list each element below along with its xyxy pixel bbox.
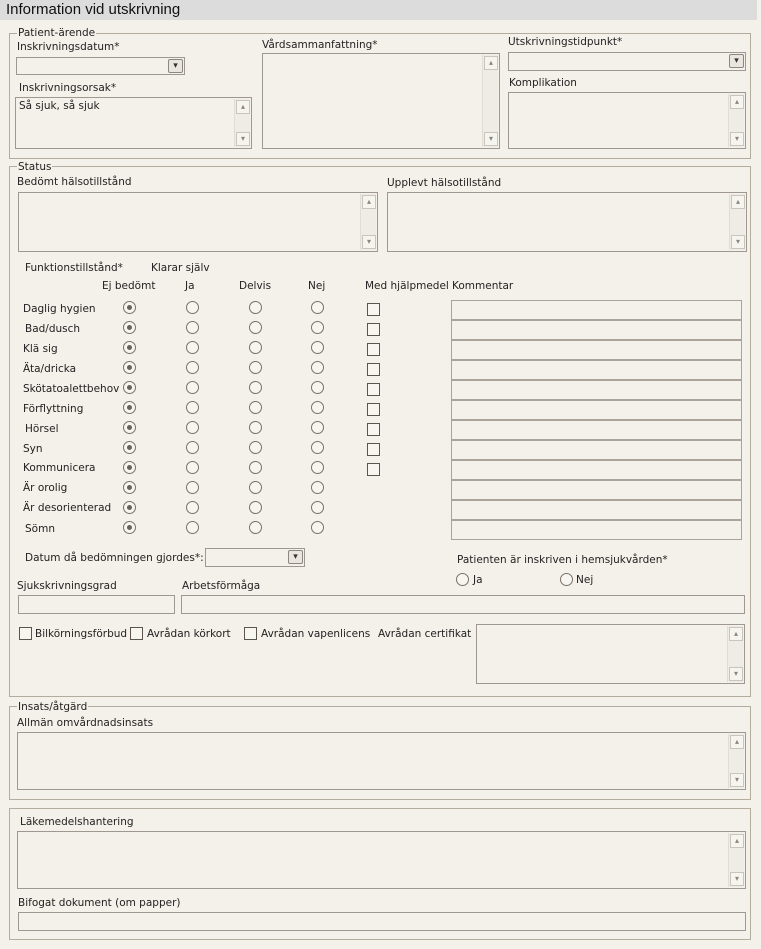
home-care-label: Patienten är inskriven i hemsjukvården* [457, 554, 668, 566]
scrollbar[interactable] [729, 194, 745, 250]
function-state-label: Funktionstillstånd* [25, 262, 123, 274]
scroll-up-icon[interactable]: ▴ [730, 735, 744, 749]
radio-partly[interactable] [249, 461, 262, 474]
comment-input[interactable] [451, 320, 742, 340]
radio-no[interactable] [311, 441, 324, 454]
radio-not-assessed[interactable] [123, 401, 136, 414]
medication-handling-textarea[interactable] [17, 831, 746, 889]
admission-reason-value: Så sjuk, så sjuk [19, 100, 100, 112]
comment-input[interactable] [451, 340, 742, 360]
col-partly-header: Delvis [239, 280, 272, 292]
radio-not-assessed[interactable] [123, 361, 136, 374]
scrollbar[interactable] [234, 99, 250, 147]
driving-ban-label: Bilkörningsförbud [35, 628, 128, 640]
comment-input[interactable] [451, 300, 742, 320]
page-title: Information vid utskrivning [0, 0, 757, 20]
radio-not-assessed[interactable] [123, 501, 136, 514]
scrollbar[interactable] [728, 734, 744, 788]
radio-no[interactable] [311, 361, 324, 374]
sick-leave-label: Sjukskrivningsgrad [17, 580, 117, 592]
func-row-label: Är desorienterad [23, 502, 112, 514]
radio-partly[interactable] [249, 501, 262, 514]
comment-input[interactable] [451, 440, 742, 460]
func-row-label: Sömn [25, 523, 55, 535]
radio-partly[interactable] [249, 421, 262, 434]
chevron-down-icon[interactable]: ▾ [288, 550, 303, 564]
complication-textarea[interactable] [508, 92, 746, 149]
func-row-label: Daglig hygien [23, 303, 96, 315]
intervention-legend: Insats/åtgärd [18, 701, 88, 713]
radio-yes[interactable] [186, 321, 199, 334]
scroll-down-icon[interactable]: ▾ [730, 872, 744, 886]
radio-no[interactable] [311, 501, 324, 514]
general-care-label: Allmän omvårdnadsinsats [17, 717, 154, 729]
radio-not-assessed[interactable] [123, 321, 136, 334]
aid-checkbox[interactable] [367, 363, 380, 376]
scrollbar[interactable] [482, 55, 498, 147]
radio-partly[interactable] [249, 441, 262, 454]
func-row-label: Kommunicera [23, 462, 96, 474]
advised-gun-license-checkbox[interactable] [244, 627, 257, 640]
attached-document-input[interactable] [18, 912, 746, 931]
comment-input[interactable] [451, 360, 742, 380]
func-row-label: Förflyttning [23, 403, 84, 415]
radio-no[interactable] [311, 381, 324, 394]
radio-no[interactable] [311, 421, 324, 434]
admission-reason-label: Inskrivningsorsak* [19, 82, 117, 94]
home-care-no-label: Nej [576, 574, 594, 586]
comment-input[interactable] [451, 500, 742, 520]
col-not-assessed-header: Ej bedömt [102, 280, 156, 292]
radio-no[interactable] [311, 321, 324, 334]
scroll-up-icon[interactable]: ▴ [731, 195, 745, 209]
radio-yes[interactable] [186, 481, 199, 494]
radio-yes[interactable] [186, 421, 199, 434]
radio-yes[interactable] [186, 441, 199, 454]
advised-gun-license-label: Avrådan vapenlicens [261, 628, 371, 640]
func-row-label: Hörsel [25, 423, 59, 435]
advised-license-checkbox[interactable] [130, 627, 143, 640]
attached-document-label: Bifogat dokument (om papper) [18, 897, 181, 909]
experienced-health-label: Upplevt hälsotillstånd [387, 177, 502, 189]
complication-label: Komplikation [509, 77, 577, 89]
radio-yes[interactable] [186, 361, 199, 374]
radio-partly[interactable] [249, 521, 262, 534]
func-row-label: Bad/dusch [25, 323, 81, 335]
radio-yes[interactable] [186, 501, 199, 514]
scroll-up-icon[interactable]: ▴ [730, 95, 744, 109]
advised-certificate-textarea[interactable] [476, 624, 745, 684]
patient-case-legend: Patient-ärende [18, 27, 96, 39]
radio-not-assessed[interactable] [123, 341, 136, 354]
radio-partly[interactable] [249, 381, 262, 394]
func-row-label: Äta/dricka [23, 363, 77, 375]
radio-partly[interactable] [249, 321, 262, 334]
radio-not-assessed[interactable] [123, 301, 136, 314]
status-legend: Status [18, 161, 52, 173]
manages-self-label: Klarar själv [151, 262, 210, 274]
aid-checkbox[interactable] [367, 323, 380, 336]
radio-yes[interactable] [186, 401, 199, 414]
assessment-date-dropdown[interactable] [205, 548, 305, 567]
medication-handling-label: Läkemedelshantering [20, 816, 134, 828]
aid-checkbox[interactable] [367, 423, 380, 436]
aid-checkbox[interactable] [367, 303, 380, 316]
scroll-down-icon[interactable]: ▾ [730, 773, 744, 787]
func-row-label: Är orolig [23, 482, 68, 494]
col-yes-header: Ja [185, 280, 195, 292]
radio-no[interactable] [311, 341, 324, 354]
scroll-down-icon[interactable]: ▾ [729, 667, 743, 681]
aid-checkbox[interactable] [367, 443, 380, 456]
radio-partly[interactable] [249, 301, 262, 314]
radio-yes[interactable] [186, 301, 199, 314]
radio-not-assessed[interactable] [123, 421, 136, 434]
scroll-down-icon[interactable]: ▾ [730, 132, 744, 146]
work-ability-label: Arbetsförmåga [182, 580, 261, 592]
func-row-label: Syn [23, 443, 43, 455]
comment-input[interactable] [451, 420, 742, 440]
scrollbar[interactable] [728, 833, 744, 887]
admission-date-label: Inskrivningsdatum* [17, 41, 120, 53]
home-care-no-radio[interactable] [560, 573, 573, 586]
aid-checkbox[interactable] [367, 383, 380, 396]
radio-not-assessed[interactable] [123, 381, 136, 394]
assessment-date-label: Datum då bedömningen gjordes*: [25, 552, 204, 564]
aid-checkbox[interactable] [367, 463, 380, 476]
radio-not-assessed[interactable] [123, 521, 136, 534]
admission-date-dropdown[interactable] [16, 57, 185, 75]
admission-reason-textarea[interactable] [15, 97, 252, 149]
care-summary-textarea[interactable] [262, 53, 500, 149]
radio-not-assessed[interactable] [123, 441, 136, 454]
scroll-down-icon[interactable]: ▾ [731, 235, 745, 249]
scroll-down-icon[interactable]: ▾ [362, 235, 376, 249]
radio-no[interactable] [311, 481, 324, 494]
chevron-down-icon[interactable]: ▾ [729, 54, 744, 68]
comment-input[interactable] [451, 520, 742, 540]
sick-leave-input[interactable] [18, 595, 175, 614]
radio-yes[interactable] [186, 461, 199, 474]
scroll-up-icon[interactable]: ▴ [362, 195, 376, 209]
advised-license-label: Avrådan körkort [147, 628, 231, 640]
radio-no[interactable] [311, 461, 324, 474]
radio-no[interactable] [311, 301, 324, 314]
comment-input[interactable] [451, 380, 742, 400]
radio-partly[interactable] [249, 481, 262, 494]
chevron-down-icon[interactable]: ▾ [168, 59, 183, 73]
func-row-label: Skötatoalettbehov [23, 383, 120, 395]
driving-ban-checkbox[interactable] [19, 627, 32, 640]
discharge-time-label: Utskrivningstidpunkt* [508, 36, 623, 48]
scroll-down-icon[interactable]: ▾ [484, 132, 498, 146]
experienced-health-textarea[interactable] [387, 192, 747, 252]
assessed-health-textarea[interactable] [18, 192, 378, 252]
home-care-yes-radio[interactable] [456, 573, 469, 586]
col-no-header: Nej [308, 280, 326, 292]
radio-partly[interactable] [249, 401, 262, 414]
scroll-up-icon[interactable]: ▴ [484, 56, 498, 70]
radio-partly[interactable] [249, 341, 262, 354]
radio-not-assessed[interactable] [123, 481, 136, 494]
func-row-label: Klä sig [23, 343, 58, 355]
aid-checkbox[interactable] [367, 343, 380, 356]
radio-not-assessed[interactable] [123, 461, 136, 474]
scrollbar[interactable] [727, 626, 743, 682]
radio-yes[interactable] [186, 381, 199, 394]
discharge-time-dropdown[interactable] [508, 52, 746, 71]
scrollbar[interactable] [728, 94, 744, 147]
scroll-up-icon[interactable]: ▴ [729, 627, 743, 641]
scroll-up-icon[interactable]: ▴ [730, 834, 744, 848]
advised-certificate-label: Avrådan certifikat [378, 628, 472, 640]
col-aid-header: Med hjälpmedel [365, 280, 449, 292]
scroll-up-icon[interactable]: ▴ [236, 100, 250, 114]
radio-partly[interactable] [249, 361, 262, 374]
scroll-down-icon[interactable]: ▾ [236, 132, 250, 146]
care-summary-label: Vårdsammanfattning* [262, 39, 378, 51]
col-comment-header: Kommentar [452, 280, 514, 292]
work-ability-input[interactable] [181, 595, 745, 614]
radio-no[interactable] [311, 401, 324, 414]
comment-input[interactable] [451, 400, 742, 420]
aid-checkbox[interactable] [367, 403, 380, 416]
radio-yes[interactable] [186, 341, 199, 354]
radio-no[interactable] [311, 521, 324, 534]
assessed-health-label: Bedömt hälsotillstånd [17, 176, 132, 188]
comment-input[interactable] [451, 460, 742, 480]
general-care-textarea[interactable] [17, 732, 746, 790]
comment-input[interactable] [451, 480, 742, 500]
home-care-yes-label: Ja [473, 574, 483, 586]
radio-yes[interactable] [186, 521, 199, 534]
scrollbar[interactable] [360, 194, 376, 250]
